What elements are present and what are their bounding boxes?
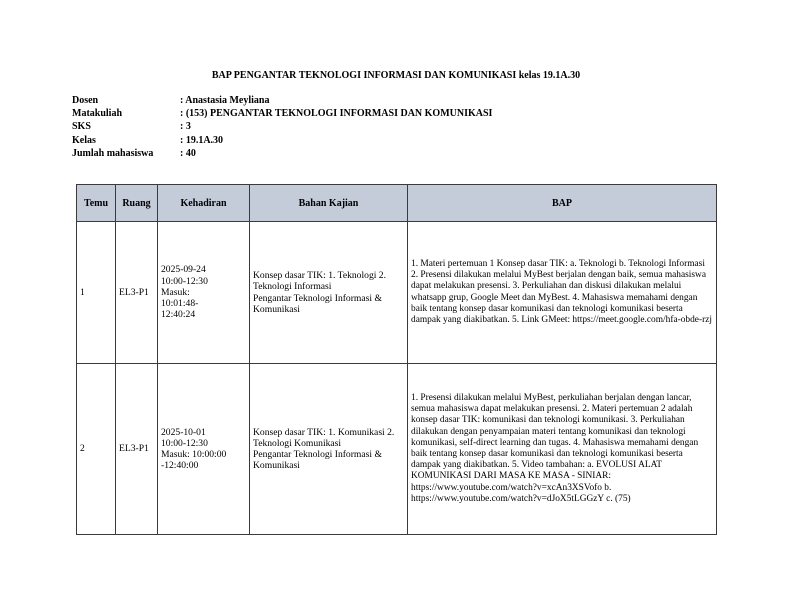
info-label: Matakuliah: [72, 108, 123, 120]
cell-bahan-kajian: [250, 364, 408, 535]
info-row-dosen: [72, 94, 492, 107]
info-value: : (153) PENGANTAR TEKNOLOGI INFORMASI DAN KOMUNIKASI: [180, 108, 493, 120]
header-bap: BAP: [408, 185, 717, 222]
kehadiran-date: 2025-10-01: [161, 426, 206, 438]
info-row-sks: [72, 120, 492, 133]
info-value: : 19.1A.30: [180, 134, 224, 146]
header-temu: Temu: [77, 185, 116, 222]
cell-temu: 1: [77, 222, 116, 364]
table-row: [77, 364, 717, 535]
bap-table: [76, 184, 717, 535]
cell-kehadiran: [158, 364, 250, 535]
cell-ruang: EL3-P1: [116, 364, 158, 535]
kehadiran-masuk: Masuk: 10:00:00: [161, 449, 227, 460]
info-row-kelas: [72, 134, 492, 147]
kehadiran-time: 10:00-12:30: [161, 437, 208, 449]
table-row: [77, 222, 717, 364]
document-title: BAP PENGANTAR TEKNOLOGI INFORMASI DAN KOMUNIKASI kelas 19.1A.30: [211, 70, 581, 81]
table-header-row: [77, 185, 717, 222]
kehadiran-masuk: Masuk:: [161, 286, 190, 298]
info-value: : 3: [180, 121, 191, 133]
bahan-course: Pengantar Teknologi Informasi & Komunikasi: [253, 292, 382, 315]
kehadiran-time: 10:00-12:30: [161, 275, 208, 287]
info-value: : Anastasia Meyliana: [180, 95, 270, 106]
info-label: Dosen: [72, 95, 99, 106]
info-label: Kelas: [72, 134, 96, 146]
kehadiran-masuk-start: 10:01:48-: [161, 298, 199, 310]
cell-temu: 2: [77, 364, 116, 535]
cell-bap: 1. Materi pertemuan 1 Konsep dasar TIK: a. Teknologi b. Teknologi Informasi 2. Presensi dilakukan melalui MyBest berjalan dengan baik, semua mahasiswa dapat melakukan presensi. 3. Perkuliahan dan diskusi dilakukan melalui whatsapp grup, Google Meet dan MyBest. 4. Mahasiswa memahami dengan baik tentang konsep dasar komunikasi dan teknologi komunikasi beserta dampak yang diakibatkan. 5. Link GMeet: https://meet.google.com/hfa-obde-rzj: [408, 222, 717, 364]
info-label: SKS: [72, 121, 91, 133]
kehadiran-masuk-end: 12:40:24: [161, 309, 196, 321]
cell-ruang: EL3-P1: [116, 222, 158, 364]
cell-bahan-kajian: [250, 222, 408, 364]
bahan-course: Pengantar Teknologi Informasi & Komunikasi: [253, 449, 382, 472]
header-ruang: Ruang: [116, 185, 158, 222]
header-kehadiran: Kehadiran: [158, 185, 250, 222]
kehadiran-date: 2025-09-24: [161, 264, 206, 276]
bahan-topic: Konsep dasar TIK: 1. Komunikasi 2. Teknologi Komunikasi: [253, 426, 395, 449]
info-row-matakuliah: [72, 107, 492, 120]
info-row-jumlah-mahasiswa: [72, 147, 492, 160]
kehadiran-masuk-end: -12:40:00: [161, 460, 199, 472]
bahan-topic: Konsep dasar TIK: 1. Teknologi 2. Teknologi Informasi: [253, 270, 387, 293]
course-info: [72, 94, 492, 160]
header-bahan-kajian: Bahan Kajian: [250, 185, 408, 222]
cell-bap: 1. Presensi dilakukan melalui MyBest, perkuliahan berjalan dengan lancar, semua mahasiswa dapat melakukan presensi. 2. Materi pertemuan 2 adalah konsep dasar TIK: komunikasi dan teknologi komunikasi. 3. Perkuliahan dilakukan dengan penyampaian materi tentang komunikasi dan teknologi komunikasi, self-direct learning dan tugas. 4. Mahasiswa memahami dengan baik tentang konsep dasar komunikasi dan teknologi komunikasi beserta dampak yang diakibatkan. 5. Video tambahan: a. EVOLUSI ALAT KOMUNIKASI DARI MASA KE MASA - SINIAR: https://www.youtube.com/watch?v=xcAn3XSVofo b. https://www.youtube.com/watch?v=dJoX5tLGGzY c. (75): [408, 364, 717, 535]
cell-kehadiran: [158, 222, 250, 364]
info-value: : 40: [180, 147, 196, 159]
info-label: Jumlah mahasiswa: [72, 147, 154, 159]
